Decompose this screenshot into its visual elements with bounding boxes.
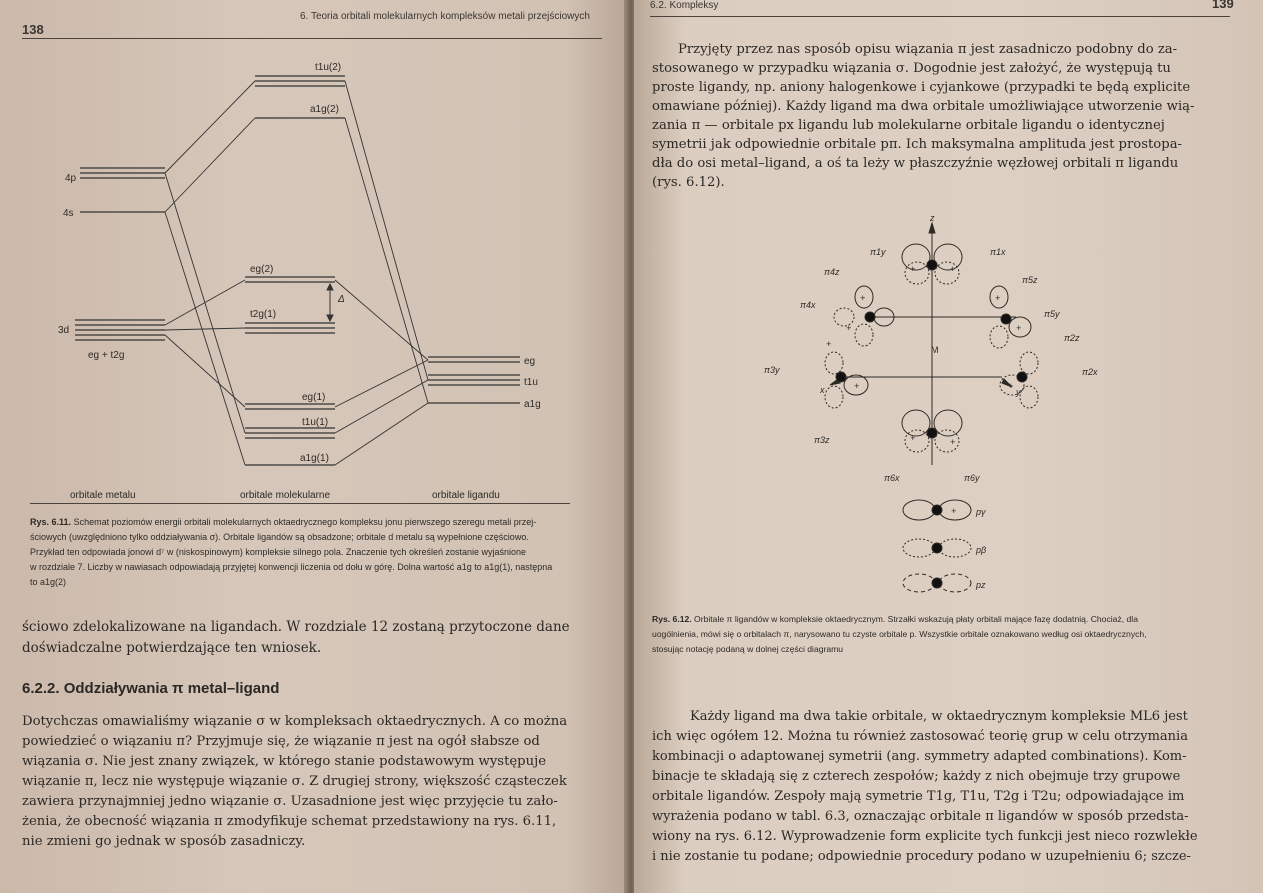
mo-energy-diagram bbox=[0, 40, 628, 510]
caption-label: Rys. 6.11. bbox=[30, 517, 72, 527]
text-line: wiony na rys. 6.12. Wyprowadzenie form explicite tych funkcji jest nieco rozwlekłe bbox=[652, 829, 1198, 844]
text-line: omawiane później). Każdy ligand ma dwa orbitale umożliwiające utworzenie wią- bbox=[652, 99, 1195, 114]
plus-sign: + bbox=[846, 323, 852, 333]
caption-line: Schemat poziomów energii orbitali molekularnych oktaedrycznego kompleksu jonu pierwszego szeregu metali przej- bbox=[73, 517, 537, 527]
text-line: nie zmieni go jednak w sposób zasadniczy. bbox=[22, 834, 306, 849]
level-label: a1g(1) bbox=[300, 453, 329, 464]
center-label: M bbox=[931, 345, 939, 355]
body-text-bottom bbox=[652, 707, 1232, 867]
level-label: eg + t2g bbox=[88, 350, 125, 361]
level-label: a1g bbox=[524, 399, 541, 410]
page-number: 138 bbox=[22, 22, 44, 37]
pi-orbital-figure bbox=[634, 205, 1263, 605]
legend-label: pz bbox=[976, 580, 986, 590]
text-line: wyrażenia podano w tabl. 6.3, oznaczając orbitale π ligandów w sposób przedsta- bbox=[652, 809, 1189, 824]
text-line: doświadczalne potwierdzające ten wniosek. bbox=[22, 639, 322, 656]
text-line: i nie zostanie tu podane; odpowiednie procedury podano w uzupełnieniu 6; szcze- bbox=[652, 849, 1191, 864]
delta-arrow bbox=[327, 284, 333, 321]
legend-label: pβ bbox=[976, 545, 987, 555]
text-line: Dotychczas omawialiśmy wiązanie σ w kompleksach oktaedrycznych. A co można bbox=[22, 714, 568, 729]
text-line: binacje te składają się z czterech zespołów; każdy z nich obejmuje trzy grupowe bbox=[652, 769, 1181, 784]
pi-label: π6x bbox=[884, 473, 900, 483]
figure-caption bbox=[652, 612, 1252, 657]
caption-line: Orbitale π ligandów w kompleksie oktaedrycznym. Strzałki wskazują płaty orbitali mające fazę dodatnią. Chociaż, dla bbox=[694, 614, 1138, 624]
level-label: t1u(1) bbox=[302, 417, 329, 428]
pi-label: π6y bbox=[964, 473, 980, 483]
level-label: t1u bbox=[524, 377, 538, 388]
text-line: Każdy ligand ma dwa takie orbitale, w oktaedrycznym kompleksie ML6 jest bbox=[690, 709, 1188, 724]
caption-line: ściowych (uwzględniono tylko oddziaływania σ). Orbitale ligandów są obsadzone; orbitale d metalu są wypełnione częściowo. bbox=[30, 532, 529, 542]
caption-line: stosując notację podaną w dolnej części diagramu bbox=[652, 644, 844, 654]
plus-sign: + bbox=[995, 293, 1001, 303]
text-line: dła do osi metal–ligand, a oś ta leży w płaszczyźnie węzłowej orbitali π ligandu bbox=[652, 156, 1179, 171]
caption-line: w rozdziale 7. Liczby w nawiasach odpowiadają przyjętej konwencji liczenia od dołu w górę. Dolna wartość a1g to a1g(1), następna bbox=[30, 562, 553, 572]
text-line: powiedzieć o wiązaniu π? Przyjmuje się, że wiązanie π jest na ogół słabsze od bbox=[22, 734, 540, 749]
page-number: 139 bbox=[1212, 0, 1234, 11]
text-line: zania π — orbitale px ligandu lub molekularne orbitale ligandu o identycznej bbox=[652, 118, 1165, 133]
caption-line: Przykład ten odpowiada jonowi d⁷ w (niskospinowym) kompleksie silnego pola. Znaczenie tych określeń zostanie wyjaśnione bbox=[30, 547, 527, 557]
level-label: t2g(1) bbox=[250, 309, 277, 320]
phase-signs bbox=[826, 264, 1021, 516]
header-rule bbox=[650, 16, 1230, 17]
level-label: eg bbox=[524, 356, 536, 367]
running-head: 6. Teoria orbitali molekularnych kompleksów metali przejściowych bbox=[300, 11, 590, 22]
plus-sign: + bbox=[950, 437, 956, 447]
text-line: (rys. 6.12). bbox=[652, 175, 725, 190]
caption-line: uogólnienia, mówi się o orbitalach π, narysowano tu czyste orbitale p. Wszystkie orbitale oznakowano według osi oktaedrycznych, bbox=[652, 629, 1147, 639]
pi-label: π1y bbox=[870, 247, 886, 257]
plus-sign: + bbox=[1008, 381, 1014, 391]
axis-label: y bbox=[1016, 387, 1021, 397]
text-line: ściowo zdelokalizowane na ligandach. W rozdziale 12 zostaną przytoczone dane bbox=[22, 619, 570, 635]
level-label: a1g(2) bbox=[310, 104, 339, 115]
level-label: eg(2) bbox=[250, 264, 274, 275]
pi-label: π3y bbox=[764, 365, 780, 375]
text-line: ich więc ogółem 12. Można tu również zastosować teorię grup w celu otrzymania bbox=[652, 729, 1188, 744]
level-label: 4s bbox=[63, 208, 74, 219]
column-label: orbitale metalu bbox=[70, 490, 136, 501]
header-rule bbox=[22, 38, 602, 39]
pi-label: π5y bbox=[1044, 309, 1060, 319]
text-line: proste ligandy, np. aniony halogenkowe i cyjankowe (przypadki te będą explicite bbox=[652, 80, 1191, 95]
legend-label: pγ bbox=[976, 507, 986, 517]
plus-sign: + bbox=[951, 506, 957, 516]
figure-caption bbox=[30, 515, 590, 590]
body-text-bottom bbox=[22, 712, 592, 852]
pi-label: π4z bbox=[824, 267, 840, 277]
axis-label: z bbox=[930, 213, 935, 223]
caption-label: Rys. 6.12. bbox=[652, 614, 692, 624]
plus-sign: + bbox=[826, 339, 832, 349]
text-line: kombinacji o adaptowanej symetrii (ang. symmetry adapted combinations). Kom- bbox=[652, 749, 1187, 764]
text-line: stosowanego w przypadku wiązania σ. Dogodnie jest założyć, że występują tu bbox=[652, 61, 1171, 76]
text-line: symetrii jak odpowiednie orbitale pπ. Ich maksymalna amplituda jest prostopa- bbox=[652, 137, 1183, 152]
column-label: orbitale ligandu bbox=[432, 490, 500, 501]
plus-sign: + bbox=[860, 293, 866, 303]
right-page bbox=[634, 0, 1263, 893]
running-head: 6.2. Kompleksy bbox=[650, 0, 719, 11]
plus-sign: + bbox=[910, 264, 916, 274]
figure-rule bbox=[30, 503, 570, 504]
pi-label: π5z bbox=[1022, 275, 1038, 285]
pi-label: π2x bbox=[1082, 367, 1098, 377]
text-line: wiązanie π, lecz nie występuje wiązanie σ. Z drugiej strony, większość cząsteczek bbox=[22, 774, 567, 789]
text-line: zawiera przynajmniej jedno wiązanie σ. Uzasadnione jest więc przyjęcie tu zało- bbox=[22, 794, 558, 809]
pi-label: π4x bbox=[800, 300, 816, 310]
body-text-top bbox=[652, 40, 1232, 192]
text-line: żenia, że obecność wiązania π zmodyfikuje schemat przedstawiony na rys. 6.11, bbox=[22, 814, 557, 829]
pi-label: π2z bbox=[1064, 333, 1080, 343]
octahedral-axes bbox=[830, 223, 1016, 465]
energy-levels bbox=[75, 76, 520, 465]
section-title: 6.2.2. Oddziaływania π metal–ligand bbox=[22, 680, 280, 697]
level-label: 3d bbox=[58, 325, 70, 336]
plus-sign: + bbox=[950, 264, 956, 274]
delta-label: Δ bbox=[338, 294, 345, 305]
level-label: eg(1) bbox=[302, 392, 326, 403]
level-label: 4p bbox=[65, 173, 77, 184]
pi-label: π3z bbox=[814, 435, 830, 445]
plus-sign: + bbox=[854, 381, 860, 391]
level-label: t1u(2) bbox=[315, 62, 342, 73]
column-label: orbitale molekularne bbox=[240, 490, 331, 501]
text-line: wiązania σ. Nie jest znany związek, w którego stanie podstawowym występuje bbox=[22, 754, 546, 769]
plus-sign: + bbox=[910, 433, 916, 443]
text-line: orbitale ligandów. Zespoły mają symetrie T1g, T1u, T2g i T2u; odpowiadające im bbox=[652, 789, 1185, 804]
pi-label: π1x bbox=[990, 247, 1006, 257]
caption-line: to a1g(2) bbox=[30, 577, 67, 587]
correlation-lines bbox=[165, 81, 428, 465]
plus-sign: + bbox=[1016, 323, 1022, 333]
body-text-top bbox=[22, 617, 592, 658]
left-page bbox=[0, 0, 628, 893]
text-line: Przyjęty przez nas sposób opisu wiązania π jest zasadniczo podobny do za- bbox=[678, 42, 1178, 57]
axis-label: x bbox=[820, 385, 825, 395]
